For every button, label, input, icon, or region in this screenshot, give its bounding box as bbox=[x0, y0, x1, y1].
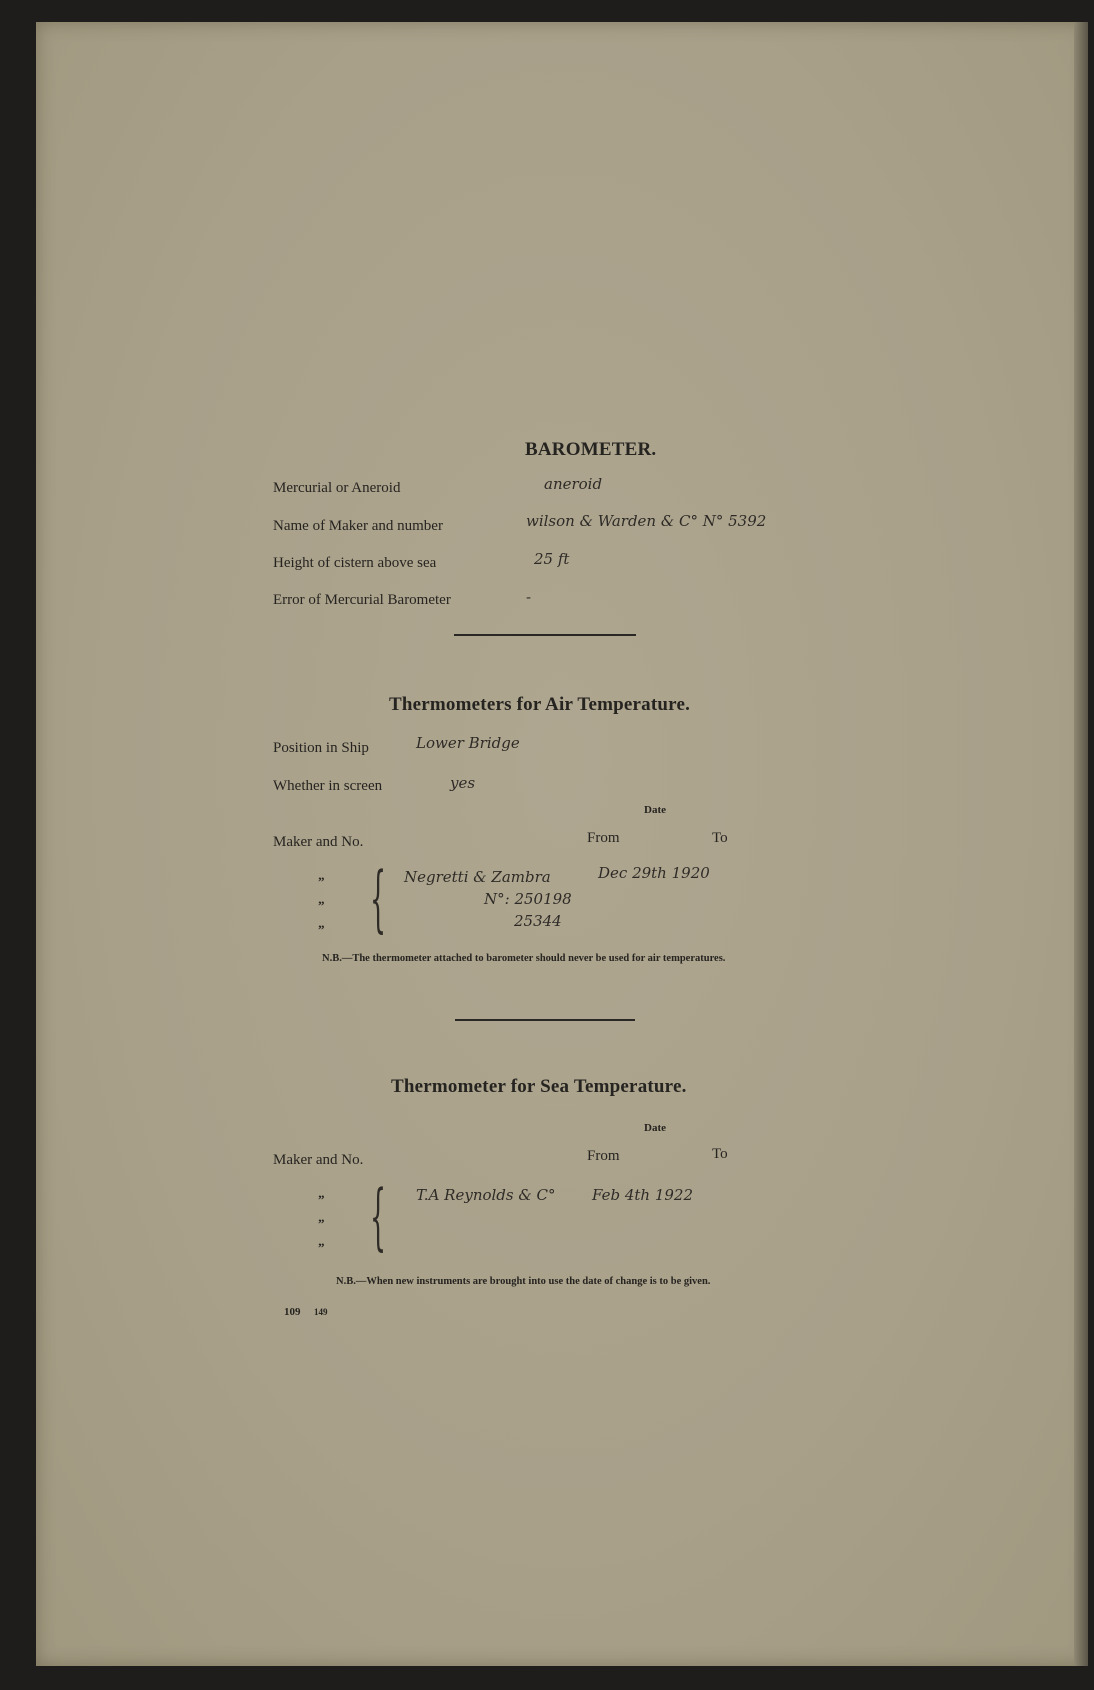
air-from-date: Dec 29th 1920 bbox=[598, 864, 710, 882]
air-maker-line-3: 25344 bbox=[514, 912, 562, 930]
form-code: 109 bbox=[284, 1306, 301, 1318]
air-ditto-3: ” bbox=[318, 922, 325, 937]
form-code-2: 149 bbox=[314, 1307, 328, 1317]
air-maker-label: Maker and No. bbox=[273, 834, 364, 850]
air-to-label: To bbox=[712, 830, 728, 846]
sea-from-label: From bbox=[587, 1148, 620, 1164]
air-maker-line-1: Negretti & Zambra bbox=[404, 868, 551, 886]
air-thermometers-title: Thermometers for Air Temperature. bbox=[389, 694, 691, 715]
section-divider-1 bbox=[454, 634, 636, 636]
barometer-type-value: aneroid bbox=[544, 475, 603, 493]
barometer-maker-label: Name of Maker and number bbox=[273, 518, 443, 534]
barometer-maker-value: wilson & Warden & C° N° 5392 bbox=[526, 512, 767, 530]
sea-ditto-3: ” bbox=[318, 1240, 325, 1255]
air-from-label: From bbox=[587, 830, 620, 846]
barometer-height-value: 25 ft bbox=[534, 550, 570, 568]
air-position-value: Lower Bridge bbox=[416, 734, 520, 752]
sea-from-date: Feb 4th 1922 bbox=[592, 1186, 694, 1204]
air-note: N.B.—The thermometer attached to barometer should never be used for air temperatures. bbox=[322, 953, 726, 964]
sea-thermometer-title: Thermometer for Sea Temperature. bbox=[391, 1076, 687, 1097]
air-maker-line-2: N°: 250198 bbox=[484, 890, 572, 908]
air-position-label: Position in Ship bbox=[273, 740, 369, 756]
page-binding-edge bbox=[1074, 22, 1088, 1666]
sea-maker-value: T.A Reynolds & C° bbox=[416, 1186, 556, 1204]
sea-brace: { bbox=[370, 1174, 387, 1258]
barometer-error-label: Error of Mercurial Barometer bbox=[273, 592, 451, 608]
form-sheet bbox=[36, 22, 1088, 1666]
barometer-type-label: Mercurial or Aneroid bbox=[273, 480, 401, 496]
sea-maker-label: Maker and No. bbox=[273, 1152, 364, 1168]
barometer-title: BAROMETER. bbox=[525, 439, 657, 460]
section-divider-2 bbox=[455, 1019, 635, 1021]
air-brace: { bbox=[370, 856, 387, 940]
sea-ditto-1: ” bbox=[318, 1192, 325, 1207]
air-date-label: Date bbox=[644, 804, 666, 816]
sea-to-label: To bbox=[712, 1146, 728, 1162]
sea-note: N.B.—When new instruments are brought into use the date of change is to be given. bbox=[336, 1276, 711, 1287]
sea-date-label: Date bbox=[644, 1122, 666, 1134]
sea-ditto-2: ” bbox=[318, 1216, 325, 1231]
air-ditto-2: ” bbox=[318, 898, 325, 913]
air-screen-value: yes bbox=[450, 774, 476, 792]
air-screen-label: Whether in screen bbox=[273, 778, 383, 794]
barometer-height-label: Height of cistern above sea bbox=[273, 555, 437, 571]
barometer-error-value: - bbox=[526, 588, 532, 606]
air-ditto-1: ” bbox=[318, 874, 325, 889]
